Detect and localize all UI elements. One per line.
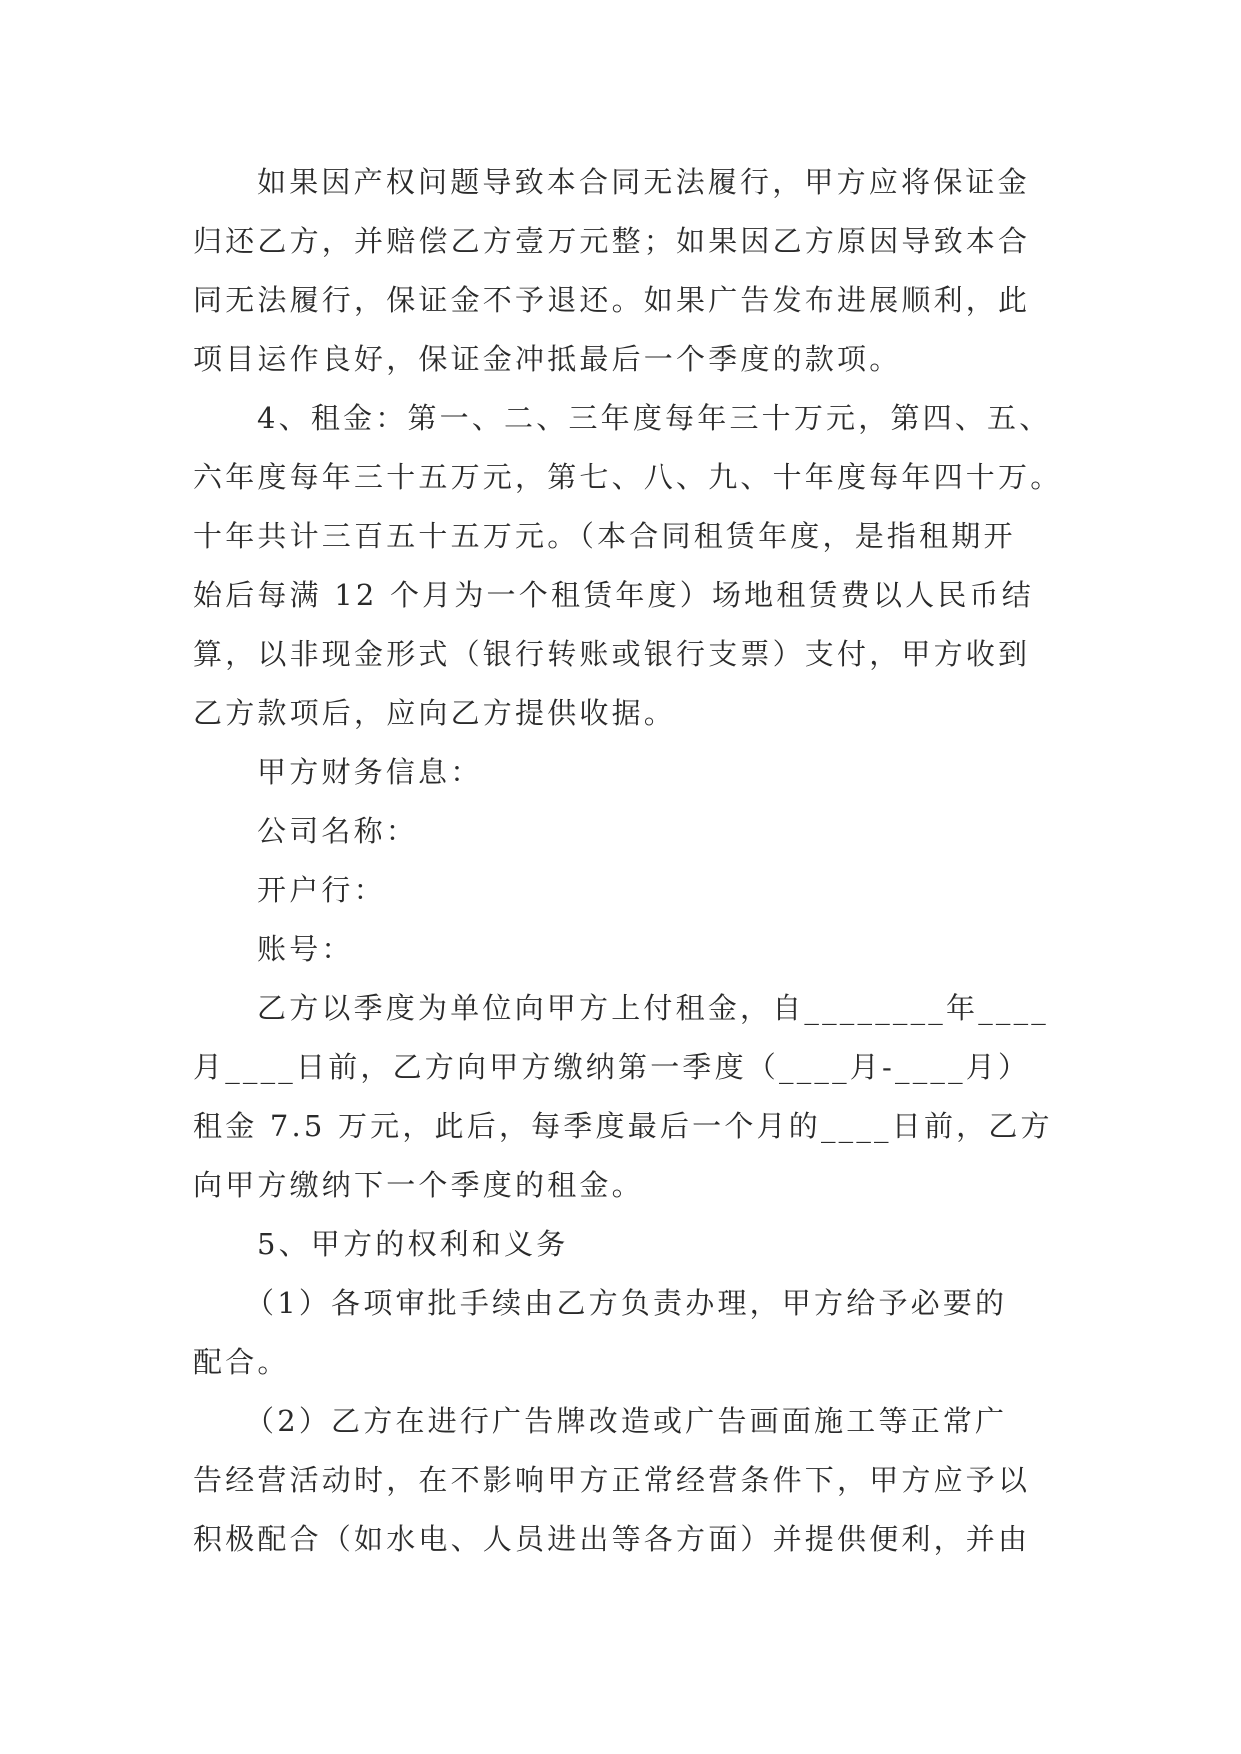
- paragraph-line: 项目运作良好，保证金冲抵最后一个季度的款项。: [193, 342, 902, 376]
- paragraph-line: 同无法履行，保证金不予退还。如果广告发布进展顺利，此: [193, 283, 1031, 317]
- paragraph-line: 4、租金：第一、二、三年度每年三十万元，第四、五、: [257, 401, 1052, 435]
- paragraph-line: 账号：: [257, 932, 354, 966]
- paragraph-line: 向甲方缴纳下一个季度的租金。: [193, 1168, 644, 1202]
- paragraph-line: 公司名称：: [257, 814, 419, 848]
- paragraph-line: 如果因产权问题导致本合同无法履行，甲方应将保证金: [257, 165, 1030, 199]
- paragraph-line: 积极配合（如水电、人员进出等各方面）并提供便利，并由: [193, 1522, 1031, 1556]
- paragraph-line: 六年度每年三十五万元，第七、八、九、十年度每年四十万。: [193, 460, 1063, 494]
- paragraph-line: 十年共计三百五十五万元。（本合同租赁年度，是指租期开: [193, 519, 1016, 553]
- paragraph-line: 5、甲方的权利和义务: [257, 1227, 569, 1261]
- paragraph-line: 租金 7.5 万元，此后，每季度最后一个月的____日前，乙方: [193, 1109, 1053, 1143]
- paragraph-line: 归还乙方，并赔偿乙方壹万元整；如果因乙方原因导致本合: [193, 224, 1031, 258]
- paragraph-line: 算，以非现金形式（银行转账或银行支票）支付，甲方收到: [193, 637, 1031, 671]
- paragraph-line: （1）各项审批手续由乙方负责办理，甲方给予必要的: [245, 1286, 1008, 1320]
- document-body: [193, 153, 1063, 1569]
- paragraph-line: 乙方款项后，应向乙方提供收据。: [193, 696, 677, 730]
- paragraph-line: 告经营活动时，在不影响甲方正常经营条件下，甲方应予以: [193, 1463, 1031, 1497]
- paragraph-line: 配合。: [193, 1345, 290, 1379]
- paragraph-line: （2）乙方在进行广告牌改造或广告画面施工等正常广: [245, 1404, 1008, 1438]
- paragraph-line: 乙方以季度为单位向甲方上付租金，自________年____: [257, 991, 1050, 1025]
- paragraph-line: 月____日前，乙方向甲方缴纳第一季度（____月-____月）: [193, 1050, 1031, 1084]
- paragraph-line: 甲方财务信息：: [257, 755, 483, 789]
- paragraph-line: 始后每满 12 个月为一个租赁年度）场地租赁费以人民币结: [193, 578, 1034, 612]
- paragraph-line: 开户行：: [257, 873, 386, 907]
